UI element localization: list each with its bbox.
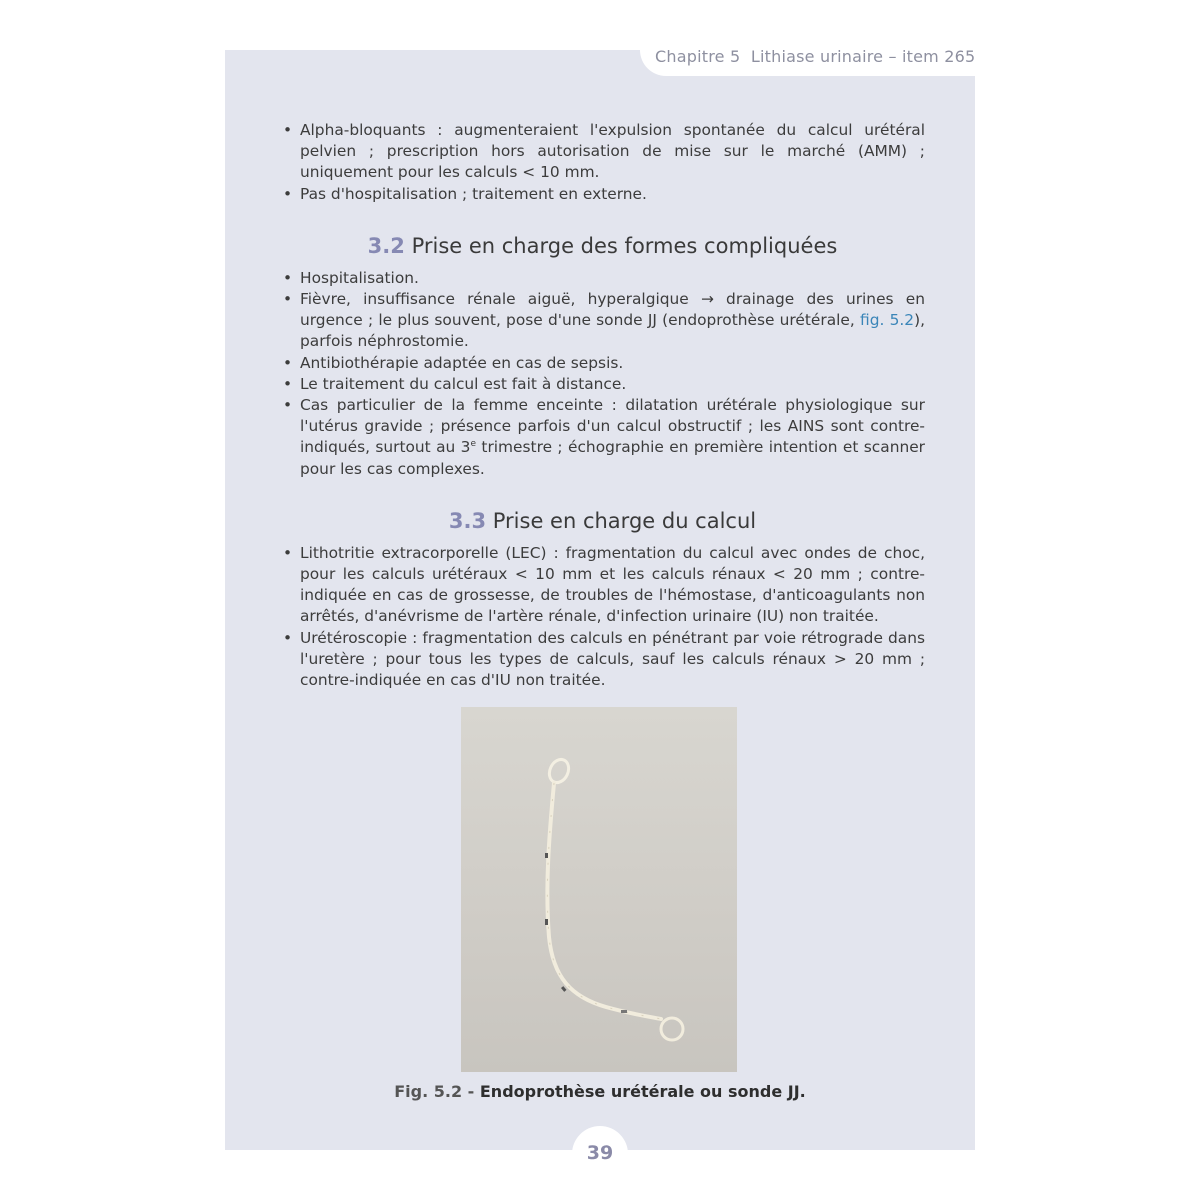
- stent-tube: [547, 783, 661, 1019]
- header-chapter: Chapitre 5: [655, 47, 741, 66]
- list-item: • Lithotritie extracorporelle (LEC) : fragmentation du calcul avec ondes de choc, pour les calculs urétéraux < 10 mm et les calculs rénaux < 20 mm ; contre-indiquée en cas de grossesse, de troubles de l'hémostase, d'anticoagulants non arrêtés, d'anévrisme de l'artère rénale, d'infection urinaire (IU) non traitée.: [280, 543, 925, 628]
- list-item: • Le traitement du calcul est fait à distance.: [280, 374, 925, 395]
- section-heading-3-3: [280, 508, 925, 534]
- section-3-3-list: [280, 543, 925, 691]
- superscript: e: [470, 439, 477, 450]
- section-title: Prise en charge des formes compliquées: [411, 233, 838, 258]
- stent-top-pigtail: [546, 756, 572, 785]
- section-number: 3.3: [448, 508, 487, 533]
- list-item: • Urétéroscopie : fragmentation des calculs en pénétrant par voie rétrograde dans l'uretère ; pour tous les types de calculs, sauf les calculs rénaux > 20 mm ; contre-indiquée en cas d'IU non traitée.: [280, 628, 925, 692]
- stent-mark: [561, 986, 567, 992]
- list-item: • Pas d'hospitalisation ; traitement en externe.: [280, 184, 925, 205]
- list-item: • Antibiothérapie adaptée en cas de sepsis.: [280, 353, 925, 374]
- list-item: [280, 395, 925, 480]
- stent-bottom-pigtail: [661, 1018, 683, 1040]
- intro-list: [280, 120, 925, 205]
- list-item: • Alpha-bloquants : augmenteraient l'expulsion spontanée du calcul urétéral pelvien ; prescription hors autorisation de mise sur le marché (AMM) ; uniquement pour les calculs < 10 mm.: [280, 120, 925, 184]
- header-title: Lithiase urinaire – item 265: [750, 47, 976, 66]
- section-title: Prise en charge du calcul: [492, 508, 757, 533]
- list-item-text: Fièvre, insuffisance rénale aiguë, hyperalgique → drainage des urines en urgence ; le plus souvent, pose d'une sonde JJ (endoprothèse urétérale,: [300, 290, 925, 330]
- figure-caption-text: Endoprothèse urétérale ou sonde JJ.: [479, 1082, 806, 1101]
- list-item-text: ), parfois néphrostomie.: [300, 311, 925, 351]
- figure-label: Fig. 5.2 -: [394, 1082, 475, 1101]
- page-content: [280, 120, 925, 691]
- stent-mark: [621, 1010, 627, 1013]
- section-heading-3-2: [280, 233, 925, 259]
- running-header: [655, 47, 975, 66]
- list-item: [280, 289, 925, 353]
- list-item-text: trimestre ; échographie en première intention et scanner pour les cas complexes.: [300, 438, 925, 478]
- stent-mark: [545, 919, 548, 925]
- list-item-text: Cas particulier de la femme enceinte : dilatation urétérale physiologique sur l'utérus gravide ; présence parfois d'un calcul obstructif ; les AINS sont contre-indiqués, surtout au 3: [300, 396, 925, 457]
- jj-stent-illustration: [461, 707, 737, 1072]
- list-item: • Hospitalisation.: [280, 268, 925, 289]
- section-number: 3.2: [367, 233, 405, 258]
- figure-photo-jj-stent: [461, 707, 737, 1072]
- figure-link[interactable]: fig. 5.2: [860, 311, 915, 330]
- page-number: 39: [586, 1142, 614, 1164]
- section-3-2-list: [280, 268, 925, 480]
- figure-caption: [225, 1082, 975, 1101]
- stent-mark: [545, 853, 548, 858]
